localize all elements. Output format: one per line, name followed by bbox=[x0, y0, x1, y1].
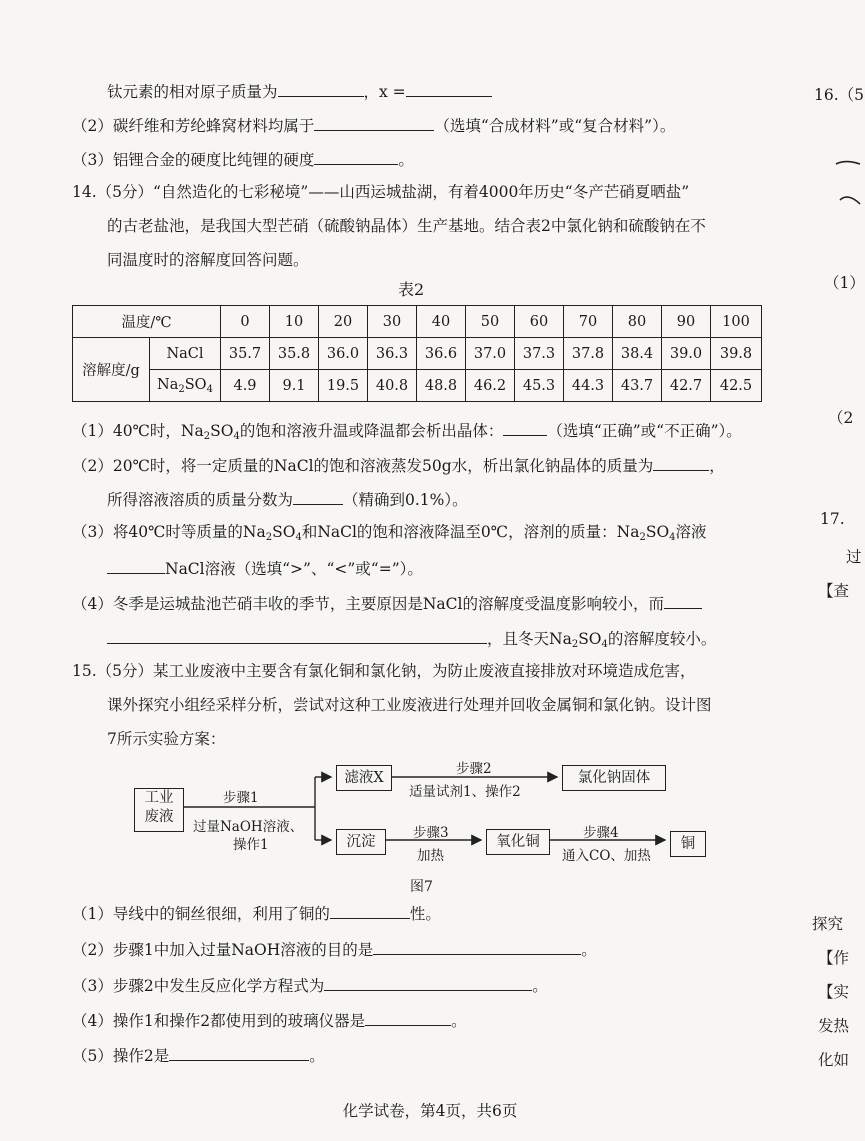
q14-intro-line2: 的古老盐池，是我国大型芒硝（硫酸钠晶体）生产基地。结合表2中氯化钠和硫酸钠在不 bbox=[107, 217, 706, 235]
q14-part3-cont: NaCl溶液（选填“>”、“<”或“=”）。 bbox=[107, 556, 423, 580]
q14-intro-line3: 同温度时的溶解度回答问题。 bbox=[107, 251, 309, 269]
nacl-label: NaCl bbox=[150, 338, 221, 370]
precipitate-box: 沉淀 bbox=[336, 829, 386, 855]
q14-part4: （4）冬季是运城盐池芒硝丰收的季节，主要原因是NaCl的溶解度受温度影响较小，而 bbox=[72, 591, 702, 615]
answer-blank bbox=[503, 418, 547, 436]
q13-part2: （2）碳纤维和芳纶蜂窝材料均属于 （选填“合成材料”或“复合材料”）。 bbox=[72, 113, 675, 137]
step1-note2: 操作1 bbox=[233, 837, 269, 853]
answer-blank bbox=[169, 1043, 309, 1061]
answer-blank bbox=[664, 591, 702, 609]
margin-fragment: 过 bbox=[846, 548, 862, 566]
answer-blank bbox=[653, 453, 709, 471]
step2-note: 适量试剂1、操作2 bbox=[409, 784, 521, 800]
temp-header: 温度/℃ bbox=[73, 306, 221, 338]
solubility-header: 溶解度/g bbox=[73, 338, 150, 402]
margin-fragment: 发热 bbox=[818, 1017, 850, 1035]
answer-blank bbox=[278, 79, 364, 97]
answer-blank bbox=[293, 487, 343, 505]
solubility-table bbox=[72, 305, 762, 402]
q14-part2-cont: 所得溶液溶质的质量分数为 （精确到0.1%）。 bbox=[107, 487, 468, 511]
industrial-waste-box: 工业 废液 bbox=[134, 788, 184, 832]
copper-oxide-box: 氧化铜 bbox=[486, 829, 550, 855]
table-title: 表2 bbox=[398, 280, 425, 299]
diagram-fragment-icon bbox=[832, 160, 862, 210]
margin-fragment: 【实 bbox=[818, 983, 850, 1001]
margin-fragment: 【查 bbox=[818, 582, 850, 600]
q14-part1: （1）40℃时，$Na_2SO_4$的饱和溶液升温或降温都会析出晶体： （选填“正确”或“不正确”）。 bbox=[72, 418, 742, 448]
q14-part3: （3）将40℃时等质量的$Na_2SO_4$和NaCl的饱和溶液降温至0℃，溶剂的质量：$Na_2SO_4$溶液 bbox=[72, 523, 707, 543]
margin-fragment: 17. bbox=[820, 510, 845, 528]
answer-blank bbox=[406, 79, 492, 97]
step3-label: 步骤3 bbox=[413, 825, 449, 841]
q15-part3: （3）步骤2中发生反应化学方程式为 。 bbox=[72, 973, 548, 997]
answer-blank bbox=[330, 901, 410, 919]
filtrate-x-box: 滤液X bbox=[336, 765, 392, 791]
q15-part2: （2）步骤1中加入过量NaOH溶液的目的是 。 bbox=[72, 937, 597, 961]
step3-note: 加热 bbox=[417, 848, 444, 864]
nacl-solid-box: 氯化钠固体 bbox=[562, 765, 666, 791]
process-flow-diagram bbox=[125, 755, 725, 875]
q13-part3: （3）铝锂合金的硬度比纯锂的硬度 。 bbox=[72, 147, 414, 171]
margin-fragment: 16.（5 bbox=[814, 86, 865, 104]
step4-label: 步骤4 bbox=[583, 825, 619, 841]
q15-part1: （1）导线中的铜丝很细，利用了铜的 性。 bbox=[72, 901, 441, 925]
margin-fragment: 探究 bbox=[812, 915, 844, 933]
table-row-nacl: 溶解度/g NaCl 35.7 35.8 36.0 36.3 36.6 37.0 37.3 37.8 38.4 39.0 39.8 bbox=[73, 338, 762, 370]
q14-part2: （2）20℃时，将一定质量的NaCl的饱和溶液蒸发50g水，析出氯化钠晶体的质量为 ， bbox=[72, 453, 725, 477]
step4-note: 通入CO、加热 bbox=[562, 848, 651, 864]
answer-blank bbox=[314, 113, 434, 131]
q15-part4: （4）操作1和操作2都使用到的玻璃仪器是 。 bbox=[72, 1008, 467, 1032]
q14-intro-line1: 14.（5分）“自然造化的七彩秘境”——山西运城盐湖，有着4000年历史“冬产芒硝夏晒盐” bbox=[72, 183, 690, 201]
copper-box: 铜 bbox=[670, 831, 706, 857]
answer-blank bbox=[314, 147, 398, 165]
step1-note: 过量NaOH溶液、 bbox=[193, 819, 304, 835]
figure-caption: 图7 bbox=[410, 879, 433, 895]
answer-blank bbox=[107, 556, 165, 574]
q15-intro-line3: 7所示实验方案： bbox=[107, 730, 226, 748]
q15-intro-line1: 15.（5分）某工业废液中主要含有氯化铜和氯化钠，为防止废液直接排放对环境造成危害， bbox=[72, 662, 696, 680]
answer-blank bbox=[365, 1008, 451, 1026]
margin-fragment: 【作 bbox=[818, 949, 850, 967]
q14-part4-cont: ，且冬天$Na_2SO_4$的溶解度较小。 bbox=[107, 626, 716, 656]
step2-label: 步骤2 bbox=[456, 761, 492, 777]
na2so4-label: $Na_2SO_4$ bbox=[150, 370, 221, 402]
table-row-temperature: 温度/℃ 0 10 20 30 40 50 60 70 80 90 100 bbox=[73, 306, 762, 338]
page-footer: 化学试卷，第4页，共6页 bbox=[342, 1102, 518, 1120]
q15-intro-line2: 课外探究小组经采样分析，尝试对这种工业废液进行处理并回收金属铜和氯化钠。设计图 bbox=[107, 696, 712, 714]
q13-line-titanium: 钛元素的相对原子质量为 ，x = bbox=[107, 79, 492, 103]
step1-label: 步骤1 bbox=[223, 790, 259, 806]
margin-fragment: 化如 bbox=[818, 1051, 850, 1069]
margin-fragment: （2 bbox=[828, 409, 854, 427]
answer-blank bbox=[373, 937, 581, 955]
q15-part5: （5）操作2是 。 bbox=[72, 1043, 325, 1067]
answer-blank bbox=[324, 973, 532, 991]
answer-blank bbox=[107, 626, 487, 644]
margin-fragment: （1） bbox=[824, 274, 865, 292]
table-row-na2so4: $Na_2SO_4$ 4.9 9.1 19.5 40.8 48.8 46.2 45.3 44.3 43.7 42.7 42.5 bbox=[73, 370, 762, 402]
